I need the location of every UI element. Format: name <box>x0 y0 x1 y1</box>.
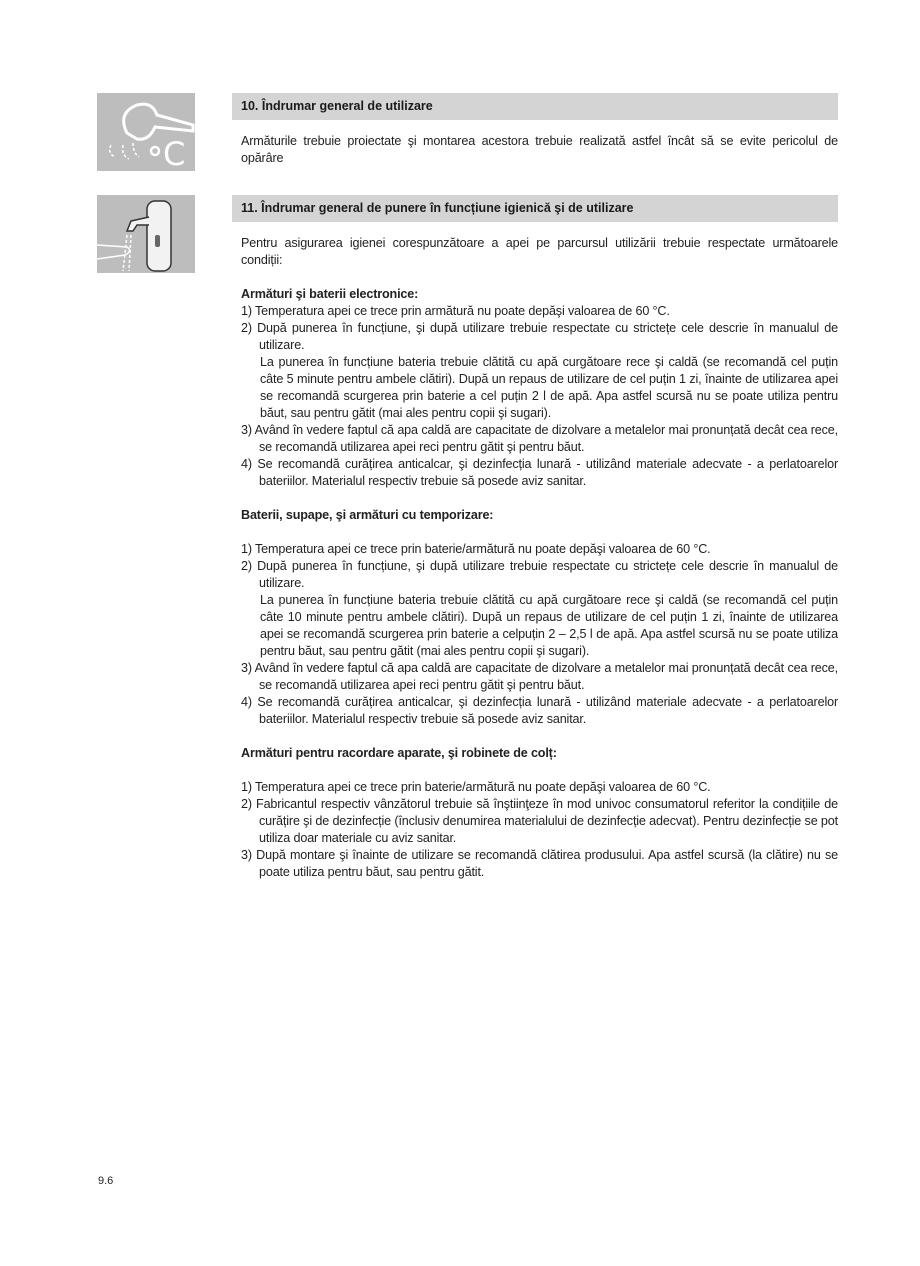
list-item: 3) Având în vedere faptul că apa caldă are capacitate de dizolvare a metalelor mai pronunțată decât cea rece, se recomandă utilizarea apei reci pentru gătit şi pentru băut. <box>241 661 838 692</box>
list-item: 4) Se recomandă curățirea anticalcar, şi dezinfecția lunară - utilizând materiale adecvate - a perlatoarelor bateriilor. Materialul respectiv trebuie să posede aviz sanitar. <box>241 457 838 488</box>
list-item: 1) Temperatura apei ce trece prin armătură nu poate depăşi valoarea de 60 °C. <box>241 304 670 318</box>
list-item: 4) Se recomandă curățirea anticalcar, şi dezinfecția lunară - utilizând materiale adecvate - a perlatoarelor bateriilor. Materialul respectiv trebuie să posede aviz sanitar. <box>241 695 838 726</box>
list-item: 1) Temperatura apei ce trece prin baterie/armătură nu poate depăşi valoarea de 60 °C. <box>241 780 711 794</box>
list-item: 2) După punerea în funcțiune, şi după utilizare trebuie respectate cu strictețe cele descrie în manualul de utilizare. <box>241 559 838 590</box>
hot-water-temperature-icon <box>97 93 195 171</box>
section-10-text: Armăturile trebuie proiectate şi montarea acestora trebuie realizată astfel încât să se evite pericolul de opărâre <box>241 134 838 165</box>
list-item-note: La punerea în funcțiune bateria trebuie clătită cu apă curgătoare rece şi caldă (se recomandă cel puțin câte 5 minute pentru ambele clătiri). După un repaus de utilizare de cel puțin 1 zi, înainte de utilizarea apei se recomandă scurgerea prin baterie a cel puțin 2 l de apă. Apa astfel scursă nu se poate utiliza pentru băut, sau pentru gătit (mai ales pentru copii şi sugari). <box>260 355 838 420</box>
list-item: 3) Având în vedere faptul că apa caldă are capacitate de dizolvare a metalelor mai pronunțată decât cea rece, se recomandă utilizarea apei reci pentru gătit şi pentru băut. <box>241 423 838 454</box>
section-11-body <box>241 235 838 881</box>
section-10-body <box>241 133 838 167</box>
group-heading: Armături pentru racordare aparate, şi robinete de colț: <box>241 746 557 760</box>
group-heading: Baterii, supape, şi armături cu temporizare: <box>241 508 494 522</box>
list-item: 2) Fabricantul respectiv vânzătorul trebuie să înştiinţeze în mod univoc consumatorul referitor la condițiile de curățire şi de dezinfecție (înclusiv denumirea materialului de dezinfecție adecvat). Pentru dezinfecție se pot utiliza doar materiale cu aviz sanitar. <box>241 797 838 845</box>
section-11-intro: Pentru asigurarea igienei corespunzătoare a apei pe parcursul utilizării trebuie respectate următoarele condiții: <box>241 236 838 267</box>
group-heading: Armături şi baterii electronice: <box>241 287 419 301</box>
section-10-heading: 10. Îndrumar general de utilizare <box>232 93 838 120</box>
list-item: 1) Temperatura apei ce trece prin baterie/armătură nu poate depăşi valoarea de 60 °C. <box>241 542 711 556</box>
sensor-faucet-hand-icon <box>97 195 195 273</box>
list-item: 2) După punerea în funcțiune, şi după utilizare trebuie respectate cu strictețe cele descrie în manualul de utilizare. <box>241 321 838 352</box>
section-11-heading: 11. Îndrumar general de punere în funcțiune igienică şi de utilizare <box>232 195 838 222</box>
svg-text:C: C <box>163 135 186 171</box>
list-item-note: La punerea în funcțiune bateria trebuie clătită cu apă curgătoare rece şi caldă (se recomandă cel puțin câte 10 minute pentru ambele clătiri). După un repaus de utilizare de cel puțin 1 zi, înainte de utilizarea apei se recomandă scurgerea prin baterie a celpuțin 2 – 2,5 l de apă. Apa astfel scursă nu se poate utiliza pentru băut, sau pentru gătit (mai ales pentru copii şi sugari). <box>260 593 838 658</box>
list-item: 3) După montare şi înainte de utilizare se recomandă clătirea produsului. Apa astfel scursă (la clătire) nu se poate utiliza pentru băut, sau pentru gătit. <box>241 848 838 879</box>
page-number: 9.6 <box>98 1175 114 1187</box>
